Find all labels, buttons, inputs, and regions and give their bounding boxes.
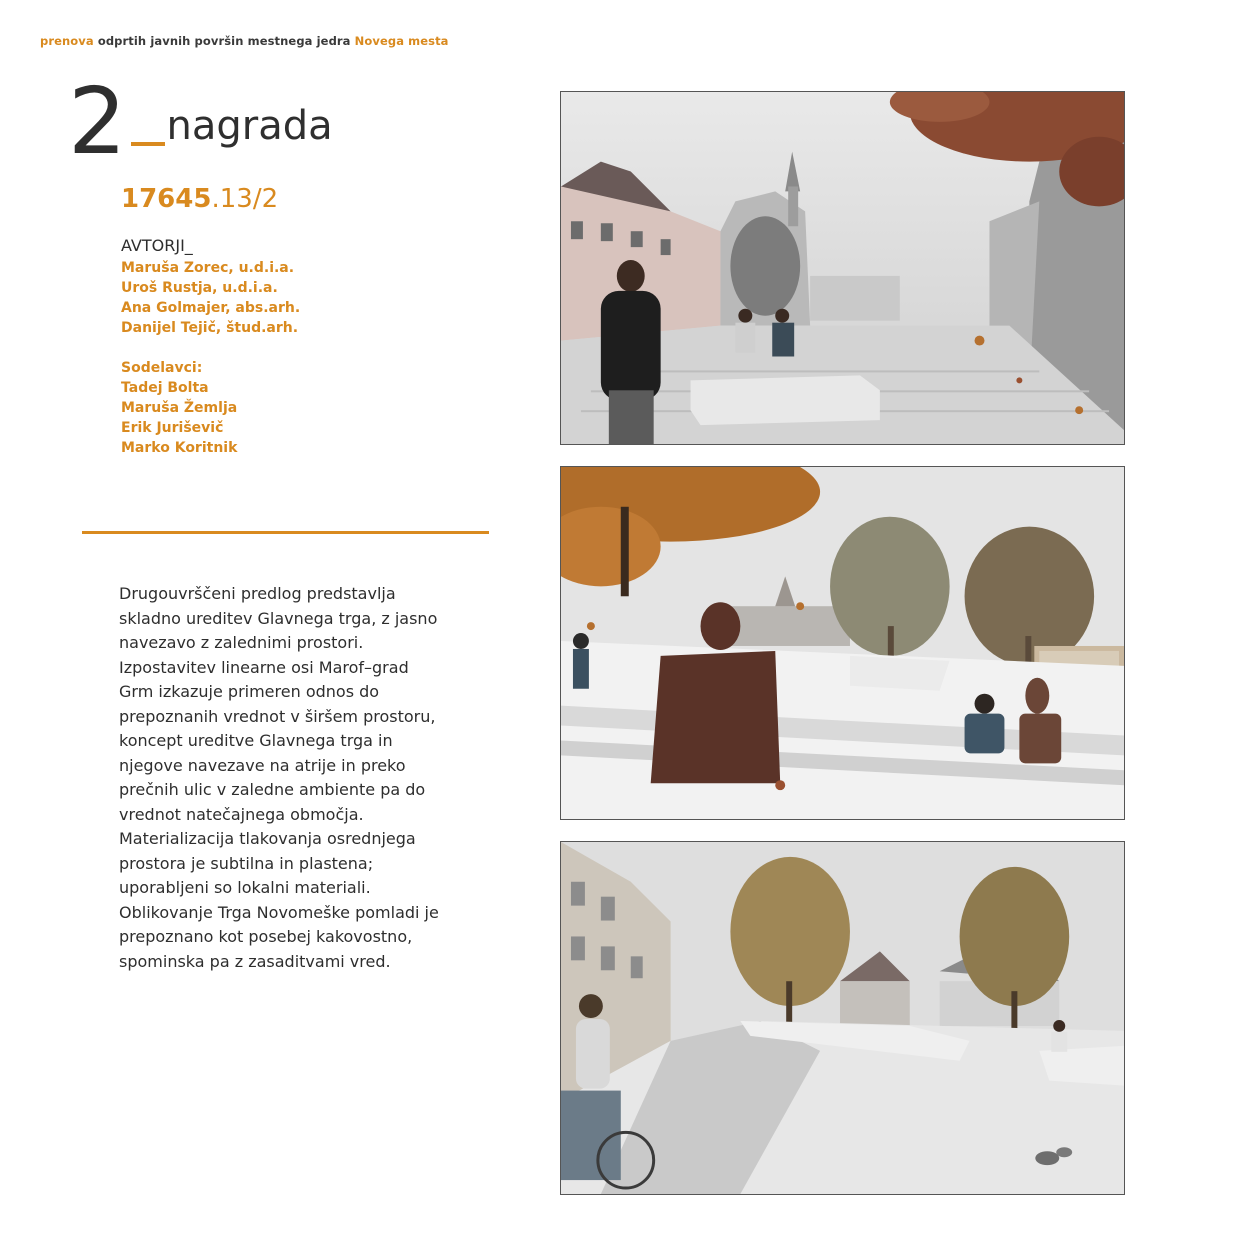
award-label: nagrada: [166, 103, 333, 149]
author-name: Maruša Zorec, u.d.i.a.: [121, 260, 295, 276]
author-name: Uroš Rustja, u.d.i.a.: [121, 280, 278, 296]
section-divider: [82, 531, 489, 534]
entry-code: [121, 184, 278, 214]
entry-code-main: 17645: [121, 184, 212, 214]
rendering-main-square: [560, 91, 1125, 445]
authors-block: [121, 236, 300, 458]
award-underscore: [131, 142, 165, 146]
collaborator-name: Maruša Žemlja: [121, 400, 238, 416]
header-suffix: Novega mesta: [354, 34, 449, 48]
award-title: [68, 68, 333, 175]
jury-description: Drugouvrščeni predlog predstavlja skladno ureditev Glavnega trga, z jasno navezavo z zalednimi prostori. Izpostavitev linearne osi Marof–grad Grm izkazuje primeren odnos do prepoznanih vrednot v širšem prostoru, koncept ureditve Glavnega trga in njegove navezave na atrije in preko prečnih ulic v zaledne ambiente pa do vrednot natečajnega območja. Materializacija tlakovanja osrednjega prostora je subtilna in plastena; uporabljeni so lokalni materiali. Oblikovanje Trga Novomeške pomladi je prepoznano kot posebej kakovostno, spominska pa z zasaditvami vred.: [119, 584, 439, 971]
header-prefix: prenova: [40, 34, 94, 48]
page-header: [40, 34, 449, 48]
collaborator-name: Marko Koritnik: [121, 440, 238, 456]
header-middle: odprtih javnih površin mestnega jedra: [93, 34, 355, 48]
entry-code-suffix: .13/2: [211, 184, 279, 214]
author-name: Ana Golmajer, abs.arh.: [121, 300, 301, 316]
authors-title: AVTORJI_: [121, 236, 193, 255]
rendering-terrace: [560, 466, 1125, 820]
collaborator-name: Tadej Bolta: [121, 380, 209, 396]
award-number: 2: [68, 68, 125, 175]
rendering-street: [560, 841, 1125, 1195]
author-name: Danijel Tejič, štud.arh.: [121, 320, 299, 336]
collaborators-title: Sodelavci:: [121, 360, 203, 376]
collaborator-name: Erik Juriševič: [121, 420, 224, 436]
